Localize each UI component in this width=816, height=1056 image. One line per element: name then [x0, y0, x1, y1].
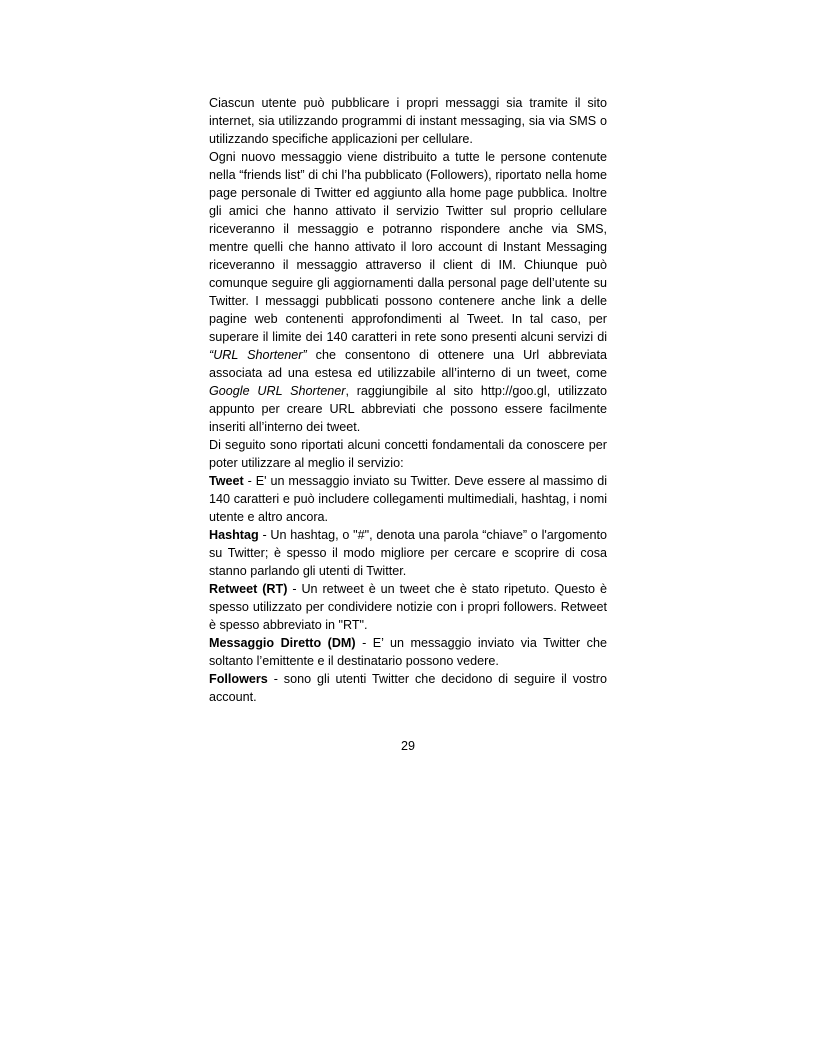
concepts-intro-text: Di seguito sono riportati alcuni concetti fondamentali da conoscere per poter utilizzare al meglio il servizio: — [209, 438, 607, 470]
definition-followers — [209, 670, 607, 706]
intro-paragraph — [209, 94, 607, 148]
page-body — [209, 94, 607, 706]
definition-text: - E’ un messaggio inviato via Twitter che soltanto l’emittente e il destinatario possono vedere. — [209, 636, 607, 668]
intro-text: Ciascun utente può pubblicare i propri messaggi sia tramite il sito internet, sia utilizzando programmi di instant messaging, sia via SMS o utilizzando specifiche applicazioni per cellulare. — [209, 96, 607, 146]
distribution-text-c: , raggiungibile al sito http://goo.gl, utilizzato appunto per creare URL abbreviati che possono essere facilmente inseriti all’interno dei tweet. — [209, 384, 607, 434]
page-number: 29 — [400, 739, 415, 753]
google-url-shortener-italic: Google URL Shortener — [209, 384, 346, 398]
definition-text: - E' un messaggio inviato su Twitter. Deve essere al massimo di 140 caratteri e può includere collegamenti multimediali, hashtag, i nomi utente e altro ancora. — [209, 474, 607, 524]
distribution-paragraph — [209, 148, 607, 436]
definition-term: Followers — [209, 672, 268, 686]
definition-term: Retweet (RT) — [209, 582, 288, 596]
url-shortener-italic: “URL Shortener” — [209, 348, 307, 362]
definition-text: - sono gli utenti Twitter che decidono di seguire il vostro account. — [209, 672, 607, 704]
definition-term: Hashtag — [209, 528, 259, 542]
definition-text: - Un hashtag, o "#", denota una parola “chiave” o l'argomento su Twitter; è spesso il modo migliore per cercare e scoprire di cosa stanno parlando gli utenti di Twitter. — [209, 528, 607, 578]
distribution-text-b: che consentono di ottenere una Url abbreviata associata ad una estesa ed utilizzabile all’interno di un tweet, come — [209, 348, 608, 380]
definition-tweet — [209, 472, 607, 526]
definition-text: - Un retweet è un tweet che è stato ripetuto. Questo è spesso utilizzato per condividere notizie con i propri followers. Retweet è spesso abbreviato in "RT". — [209, 582, 608, 632]
definition-direct-message — [209, 634, 607, 670]
definition-term: Messaggio Diretto (DM) — [209, 636, 356, 650]
definition-hashtag — [209, 526, 607, 580]
concepts-intro-paragraph — [209, 436, 607, 472]
distribution-text-a: Ogni nuovo messaggio viene distribuito a tutte le persone contenute nella “friends list” di chi l’ha pubblicato (Followers), riportato nella home page personale di Twitter ed aggiunto alla home page pubblica. Inoltre gli amici che hanno attivato il servizio Twitter sul proprio cellulare riceveranno il messaggio e potranno rispondere anche via SMS, mentre quelli che hanno attivato il loro account di Instant Messaging riceveranno il messaggio attraverso il client di IM. Chiunque può comunque seguire gli aggiornamenti dalla personal page dell’utente su Twitter. I messaggi pubblicati possono contenere anche link a delle pagine web contenenti approfondimenti al Tweet. In tal caso, per superare il limite dei 140 caratteri in rete sono presenti alcuni servizi di — [209, 150, 607, 344]
definition-term: Tweet — [209, 474, 244, 488]
definition-retweet — [209, 580, 607, 634]
